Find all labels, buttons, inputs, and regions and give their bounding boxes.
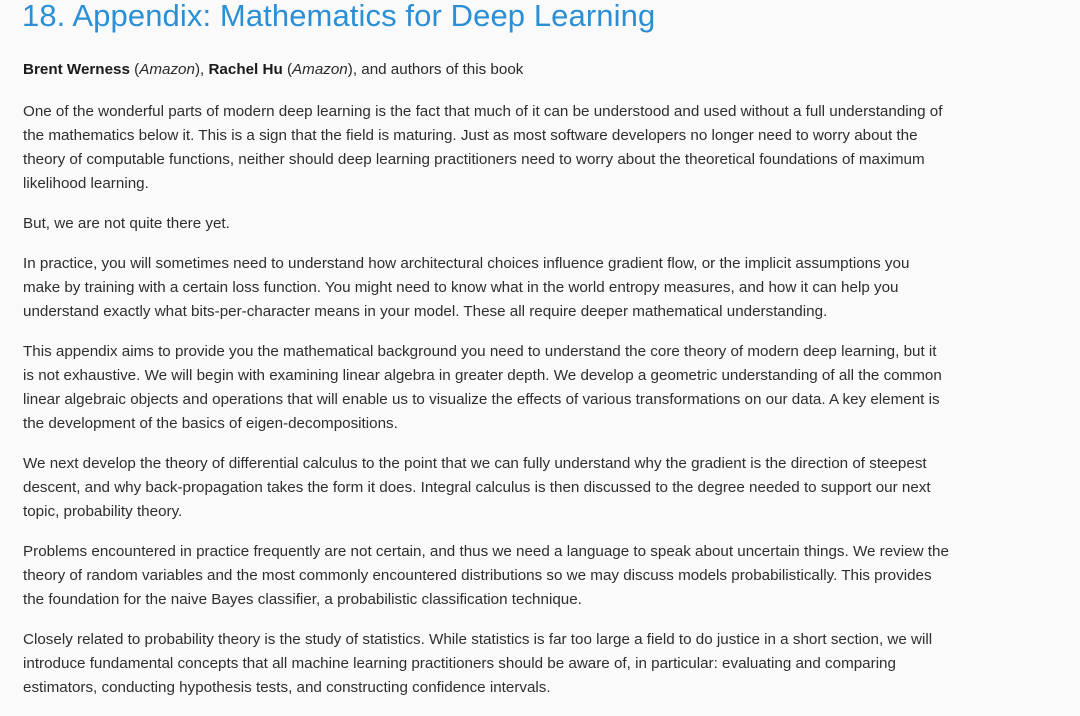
paragraph-line: the mathematics below it. This is a sign that the field is maturing. Just as most software developers no longer need to worry about the	[23, 127, 918, 144]
author-name: Rachel Hu	[208, 61, 283, 78]
authors-suffix: , and authors of this book	[352, 61, 524, 78]
paragraph	[23, 212, 1063, 236]
paragraph-line: This appendix aims to provide you the mathematical background you need to understand the core theory of modern deep learning, but it	[23, 343, 937, 360]
paragraph-line: descent, and why back-propagation takes the form it does. Integral calculus is then discussed to the degree needed to support our next	[23, 479, 931, 496]
paragraph	[23, 452, 1063, 524]
paragraph-line: the development of the basics of eigen-decompositions.	[23, 415, 398, 432]
paragraph-line: the foundation for the naive Bayes classifier, a probabilistic classification technique.	[23, 591, 582, 608]
paragraph-line: In practice, you will sometimes need to understand how architectural choices influence gradient flow, or the implicit assumptions you	[23, 255, 910, 272]
paragraph-line: make by training with a certain loss function. You might need to know what in the world entropy measures, and how it can help you	[23, 279, 899, 296]
paragraph-line: One of the wonderful parts of modern deep learning is the fact that much of it can be understood and used without a full understanding of	[23, 103, 943, 120]
paragraph-line: estimators, conducting hypothesis tests, and constructing confidence intervals.	[23, 679, 551, 696]
author-affiliation: Amazon	[139, 61, 195, 78]
paragraph	[23, 340, 1063, 436]
paragraph-line: introduce fundamental concepts that all machine learning practitioners should be aware of, in particular: evaluating and comparing	[23, 655, 896, 672]
paragraph-line: theory of computable functions, neither should deep learning practitioners need to worry about the theoretical foundations of maximum	[23, 151, 925, 168]
paren-close: )	[347, 61, 353, 78]
paragraph-line: topic, probability theory.	[23, 503, 183, 520]
paragraph	[23, 540, 1063, 612]
paragraph-line: But, we are not quite there yet.	[23, 215, 230, 232]
paragraph-line: We next develop the theory of differential calculus to the point that we can fully understand why the gradient is the direction of steepest	[23, 455, 927, 472]
paragraph-line: is not exhaustive. We will begin with examining linear algebra in greater depth. We develop a geometric understanding of all the common	[23, 367, 942, 384]
paren-open: (	[134, 61, 140, 78]
paragraph	[23, 628, 1063, 700]
paragraph-line: linear algebraic objects and operations that will enable us to visualize the effects of various transformations on our data. A key element is	[23, 391, 940, 408]
paragraph-line: theory of random variables and the most commonly encountered distributions so we may discuss models probabilistically. This provides	[23, 567, 932, 584]
page-title: 18. Appendix: Mathematics for Deep Learning	[22, 0, 656, 33]
paragraph-line: understand exactly what bits-per-character means in your model. These all require deeper mathematical understanding.	[23, 303, 828, 320]
author-line	[23, 60, 523, 80]
paren-open: (	[286, 61, 293, 78]
paragraph-line: Closely related to probability theory is the study of statistics. While statistics is far too large a field to do justice in a short section, we will	[23, 631, 933, 648]
body-text	[23, 100, 1063, 716]
paragraph-line: Problems encountered in practice frequently are not certain, and thus we need a language to speak about uncertain things. We review the	[23, 543, 949, 560]
paragraph	[23, 252, 1063, 324]
author-name: Brent Werness	[23, 61, 130, 78]
paren-close: ),	[194, 61, 205, 78]
author-affiliation: Amazon	[292, 61, 348, 78]
paragraph-line: likelihood learning.	[23, 175, 149, 192]
paragraph	[23, 100, 1063, 196]
